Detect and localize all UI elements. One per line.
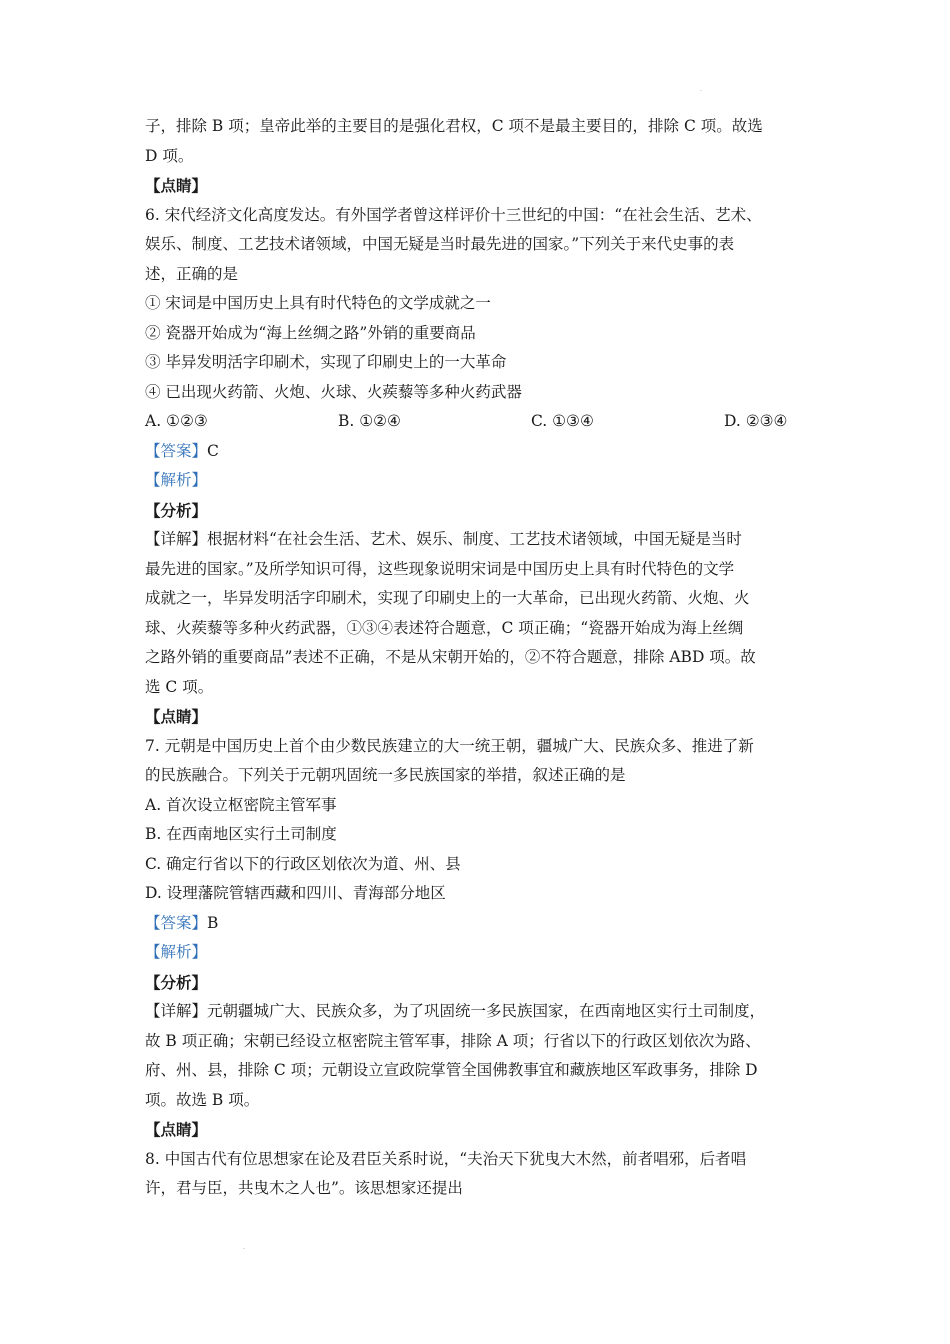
dianjing-heading: 【点睛】	[145, 707, 208, 726]
question-stem-line: 6. 宋代经济文化高度发达。有外国学者曾这样评价十三世纪的中国：“在社会生活、艺术、	[145, 205, 762, 224]
option-a: A. ①②③	[145, 412, 208, 430]
detail-line: 故 B 项正确；宋朝已经设立枢密院主管军事，排除 A 项；行省以下的行政区划依次为路、	[145, 1031, 761, 1050]
scan-dot: .	[243, 1244, 245, 1251]
detail-line: 最先进的国家。”及所学知识可得，这些现象说明宋词是中国历史上具有时代特色的文学	[145, 559, 735, 578]
jiexi-heading: 【解析】	[145, 471, 208, 489]
option-d: D. 设理藩院管辖西藏和四川、青海部分地区	[145, 884, 446, 902]
option-c: C. ①③④	[531, 412, 594, 430]
fenxi-heading: 【分析】	[145, 972, 208, 992]
intro-section	[145, 112, 815, 201]
dianjing-heading: 【点睛】	[145, 1120, 208, 1139]
statement-item: ① 宋词是中国历史上具有时代特色的文学成就之一	[145, 294, 491, 312]
question-stem-line: 8. 中国古代有位思想家在论及君臣关系时说，“夫治天下犹曳大木然，前者唱邪，后者唱	[145, 1149, 747, 1168]
answer-value: B	[207, 913, 219, 932]
text-line: 子，排除 B 项；皇帝此举的主要目的是强化君权，C 项不是最主要目的，排除 C 项。故选	[145, 117, 763, 135]
question-stem-line: 娱乐、制度、工艺技术诸领域，中国无疑是当时最先进的国家。”下列关于来代史事的表	[145, 235, 735, 253]
detail-line: 选 C 项。	[145, 677, 214, 696]
answer-label: 【答案】	[145, 441, 208, 460]
question-stem-line: 述，正确的是	[145, 264, 239, 283]
option-row	[145, 407, 815, 437]
answer-line	[145, 909, 815, 939]
statement-item: ② 瓷器开始成为“海上丝绸之路”外销的重要商品	[145, 323, 476, 342]
document-page	[145, 112, 815, 1204]
option-d: D. ②③④	[724, 412, 788, 430]
detail-line: 球、火蒺藜等多种火药武器，①③④表述符合题意，C 项正确；“瓷器开始成为海上丝绸	[145, 618, 744, 637]
scan-dot: .	[700, 86, 702, 93]
answer-value: C	[207, 441, 219, 460]
answer-label: 【答案】	[145, 913, 208, 932]
option-b: B. ①②④	[338, 412, 401, 430]
question-7	[145, 732, 815, 1145]
fenxi-heading: 【分析】	[145, 500, 208, 520]
question-stem-line: 7. 元朝是中国历史上首个由少数民族建立的大一统王朝，疆城广大、民族众多、推进了新	[145, 736, 754, 755]
detail-line: 府、州、县，排除 C 项；元朝设立宣政院掌管全国佛教事宜和藏族地区军政事务，排除 D	[145, 1061, 758, 1079]
question-stem-line: 的民族融合。下列关于元朝巩固统一多民族国家的举措，叙述正确的是	[145, 766, 626, 784]
text-line: D 项。	[145, 146, 194, 165]
answer-line	[145, 437, 815, 467]
option-c: C. 确定行省以下的行政区划依次为道、州、县	[145, 854, 461, 873]
option-a: A. 首次设立枢密院主管军事	[145, 795, 337, 814]
jiexi-heading: 【解析】	[145, 943, 208, 961]
question-stem-line: 许，君与臣，共曳木之人也”。该思想家还提出	[145, 1179, 463, 1197]
detail-line: 【详解】根据材料“在社会生活、艺术、娱乐、制度、工艺技术诸领域，中国无疑是当时	[145, 530, 742, 548]
detail-line: 【详解】元朝疆城广大、民族众多，为了巩固统一多民族国家，在西南地区实行土司制度，	[145, 1002, 766, 1020]
detail-line: 之路外销的重要商品”表述不正确，不是从宋朝开始的，②不符合题意，排除 ABD 项。故	[145, 648, 756, 666]
option-b: B. 在西南地区实行土司制度	[145, 825, 337, 843]
question-6	[145, 201, 815, 732]
question-8	[145, 1145, 815, 1204]
statement-item: ③ 毕异发明活字印刷术，实现了印刷史上的一大革命	[145, 353, 507, 371]
detail-line: 项。故选 B 项。	[145, 1090, 260, 1109]
statement-item: ④ 已出现火药箭、火炮、火球、火蒺藜等多种火药武器	[145, 382, 522, 401]
dianjing-heading: 【点睛】	[145, 176, 208, 195]
detail-line: 成就之一，毕异发明活字印刷术，实现了印刷史上的一大革命，已出现火药箭、火炮、火	[145, 589, 750, 607]
